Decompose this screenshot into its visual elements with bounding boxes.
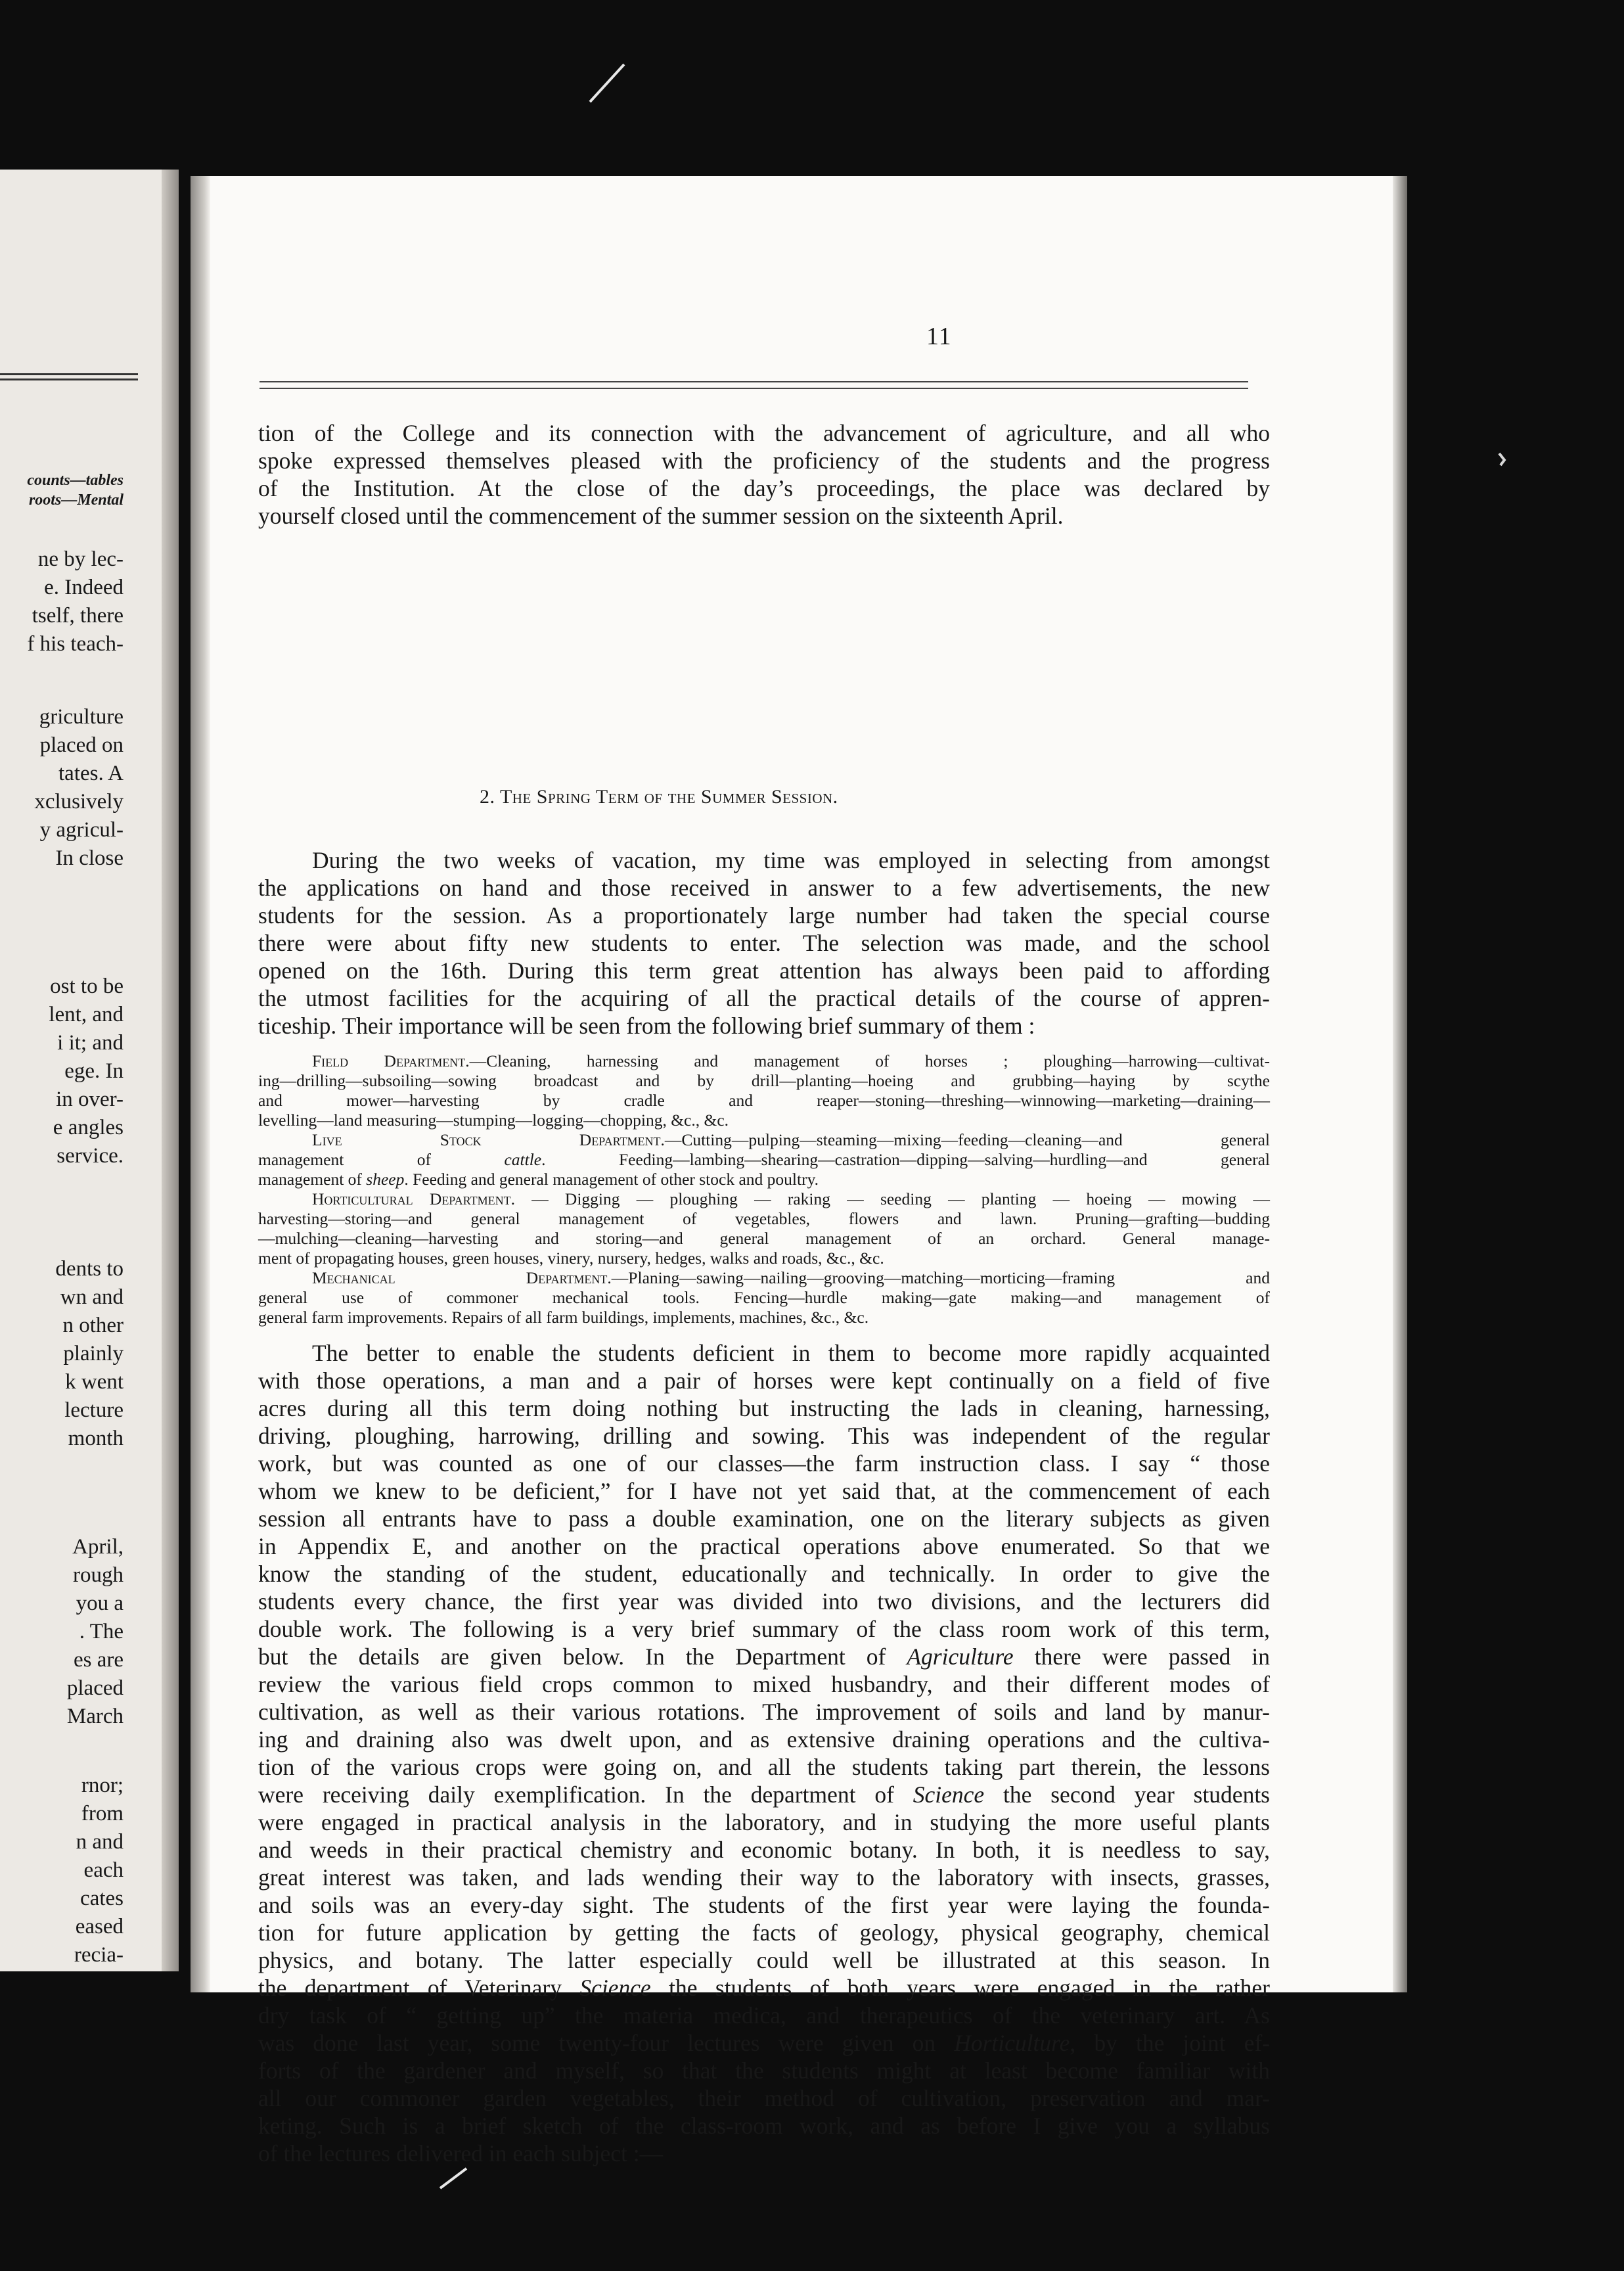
previous-page-line: roots—Mental	[28, 492, 124, 509]
text-line: the department of Veterinary Science the students of both years were engaged in the rather	[258, 1975, 1270, 2001]
text-line: of the lectures delivered in each subject :—	[258, 2140, 664, 2167]
previous-page-fragment	[27, 470, 124, 510]
text-line: physics, and botany. The latter especially could well be illustrated at this season. In	[258, 1947, 1270, 1973]
text-line: but the details are given below. In the Department of Agriculture there were passed in	[258, 1643, 1270, 1670]
text-line: were receiving daily exemplification. In the department of Science the second year students	[258, 1781, 1270, 1808]
text-line: of the Institution. At the close of the day’s proceedings, the place was declared by	[258, 475, 1270, 501]
previous-page-line: ne by lec-	[37, 547, 124, 571]
text-line: there were about fifty new students to enter. The selection was made, and the school	[258, 930, 1270, 956]
text-line: acres during all this term doing nothing but instructing the lads in cleaning, harnessing,	[258, 1395, 1270, 1421]
department-title: Field Department.	[312, 1051, 470, 1070]
previous-page-line: k went	[65, 1370, 124, 1394]
department-line: ment of propagating houses, green houses, vinery, nursery, hedges, walks and roads, &c., &c.	[258, 1249, 884, 1268]
text-line: opened on the 16th. During this term great attention has always been paid to affording	[258, 957, 1270, 984]
text-line: tion of the various crops were going on, and all the students taking part therein, the lessons	[258, 1754, 1270, 1780]
department-line: management of cattle. Feeding—lambing—shearing—castration—dipping—salving—hurdling—and general	[258, 1150, 1270, 1169]
previous-page-line: n other	[62, 1314, 124, 1337]
class-room-work-paragraph	[258, 1339, 1270, 2167]
department-title: Horticultural Department.	[312, 1189, 515, 1208]
department-title: Live Stock Department.	[312, 1130, 665, 1149]
text-line: tion of the College and its connection with the advancement of agriculture, and all who	[258, 420, 1270, 446]
previous-page-fragment	[67, 1533, 124, 1731]
text-line: great interest was taken, and lads wending their way to the laboratory with insects, grasses,	[258, 1864, 1270, 1891]
previous-page-line: n and	[76, 1830, 124, 1854]
text-line: know the standing of the student, educationally and technically. In order to give the	[258, 1561, 1270, 1587]
department-line: Mechanical Department.—Planing—sawing—nailing—grooving—matching—morticing—framing and	[312, 1268, 1270, 1287]
text-line: During the two weeks of vacation, my time was employed in selecting from amongst	[312, 847, 1270, 873]
previous-page-line: rough	[73, 1563, 124, 1587]
previous-page-header-rule	[0, 373, 138, 375]
text-line: was done last year, some twenty-four lectures were given on Horticulture, by the joint ef-	[258, 2030, 1271, 2056]
department-line: harvesting—storing—and general management of vegetables, flowers and lawn. Pruning—grafting—budding	[258, 1209, 1270, 1228]
previous-page-fragment	[49, 973, 124, 1170]
previous-page-line: tself, there	[32, 604, 124, 628]
department-title: Mechanical Department.	[312, 1268, 612, 1287]
department-line: Field Department.—Cleaning, harnessing and management of horses ; ploughing—harrowing—cultivat-	[312, 1051, 1270, 1070]
text-line: ing and draining also was dwelt upon, and as extensive draining operations and the cultiva-	[258, 1726, 1270, 1753]
text-line: with those operations, a man and a pair of horses were kept continually on a field of five	[258, 1367, 1270, 1394]
department-line: general use of commoner mechanical tools. Fencing—hurdle making—gate making—and management of	[258, 1288, 1270, 1307]
text-line: students for the session. As a proportionately large number had taken the special course	[258, 902, 1270, 929]
previous-page-fragment	[27, 545, 124, 658]
previous-page-line: griculture	[39, 705, 124, 729]
previous-page-line: dents to	[55, 1257, 124, 1281]
previous-page-line: recia-	[74, 1943, 124, 1967]
previous-page-line: wn and	[60, 1285, 124, 1309]
department-line: management of sheep. Feeding and general management of other stock and poultry.	[258, 1170, 819, 1189]
text-line: session all entrants have to pass a double examination, one on the literary subjects as given	[258, 1505, 1270, 1532]
section-heading	[480, 786, 838, 808]
previous-page-fragment	[34, 703, 124, 873]
text-line: the utmost facilities for the acquiring of all the practical details of the course of appren-	[258, 985, 1270, 1011]
previous-page-line: each	[83, 1858, 124, 1882]
previous-page-line: March	[66, 1705, 124, 1728]
page-spine-shadow	[191, 176, 210, 1992]
text-line: and weeds in their practical chemistry and economic botany. In both, it is needless to say,	[258, 1837, 1270, 1863]
department-line: levelling—land measuring—stumping—logging—chopping, &c., &c.	[258, 1111, 729, 1130]
header-double-rule	[259, 381, 1248, 389]
previous-page-line: service.	[56, 1144, 124, 1168]
previous-page-line: rnor;	[81, 1774, 124, 1797]
text-line: cultivation, as well as their various rotations. The improvement of soils and land by manur-	[258, 1699, 1270, 1725]
previous-page-line: month	[68, 1427, 124, 1450]
text-line: tion for future application by getting the facts of geology, physical geography, chemical	[258, 1919, 1270, 1946]
previous-page-line: i it; and	[57, 1031, 124, 1055]
text-line: all our commoner garden vegetables, their method of cultivation, preservation and mar-	[258, 2085, 1270, 2111]
text-line: work, but was counted as one of our classes—the farm instruction class. I say “ those	[258, 1450, 1270, 1477]
previous-page-line: es are	[73, 1648, 124, 1672]
previous-page-line: placed on	[39, 733, 124, 757]
text-line: double work. The following is a very brief summary of the class room work of this term,	[258, 1616, 1270, 1642]
text-line: in Appendix E, and another on the practical operations above enumerated. So that we	[258, 1533, 1270, 1559]
book-page	[191, 176, 1407, 2167]
text-line: dry task of “ getting up” the materia medica, and therapeutics of the veterinary art. As	[258, 2002, 1270, 2029]
spring-term-paragraph	[258, 846, 1270, 1040]
page-number: 11	[926, 323, 952, 350]
intro-paragraph	[258, 419, 1270, 530]
departments-summary	[258, 1051, 1270, 1327]
previous-page-line: e. Indeed	[44, 576, 124, 599]
page-edge-shadow	[1393, 176, 1407, 1992]
department-line: Horticultural Department. — Digging — ploughing — raking — seeding — planting — hoeing — mowing —	[312, 1189, 1270, 1208]
previous-page-line: from	[81, 1802, 124, 1825]
text-line: keting. Such is a brief sketch of the class-room work, and as before I give you a syllabus	[258, 2113, 1270, 2139]
text-line: review the various field crops common to mixed husbandry, and their different modes of	[258, 1671, 1270, 1697]
previous-page-line: plainly	[63, 1342, 124, 1365]
text-line: and soils was an every-day sight. The students of the first year were laying the founda-	[258, 1892, 1270, 1918]
text-line: ticeship. Their importance will be seen from the following brief summary of them :	[258, 1013, 1035, 1039]
previous-page-line: lecture	[64, 1398, 124, 1422]
section-heading-text: 2. The Spring Term of the Summer Session.	[480, 786, 838, 808]
previous-page-line: lent, and	[49, 1003, 124, 1026]
text-line: forts of the gardener and myself, so that the students might at least become familiar with	[258, 2057, 1270, 2084]
previous-page-line: you a	[76, 1592, 124, 1615]
previous-page-line: eased	[75, 1915, 124, 1938]
previous-page-fragment	[74, 1772, 124, 1969]
previous-page-gutter-shadow	[162, 170, 179, 1971]
previous-page-line: ost to be	[50, 975, 124, 998]
previous-page-line: tates. A	[58, 762, 124, 785]
previous-page-line: placed	[66, 1676, 124, 1700]
previous-page-line: In close	[55, 846, 124, 870]
department-line: ing—drilling—subsoiling—sowing broadcast and by drill—planting—hoeing and grubbing—haying by scythe	[258, 1071, 1270, 1090]
previous-page-line: y agricul-	[39, 818, 124, 842]
department-line: —mulching—cleaning—harvesting and storing—and general management of an orchard. General manage-	[258, 1229, 1270, 1248]
text-line: whom we knew to be deficient,” for I have not yet said that, at the commencement of each	[258, 1478, 1270, 1504]
department-line: general farm improvements. Repairs of all farm buildings, implements, machines, &c., &c.	[258, 1308, 869, 1327]
previous-page-strip	[0, 170, 179, 1971]
previous-page-line: xclusively	[34, 790, 124, 814]
previous-page-line: counts—tables	[27, 472, 124, 489]
text-line: students every chance, the first year was divided into two divisions, and the lecturers did	[258, 1588, 1270, 1615]
previous-page-line: ege. In	[64, 1059, 124, 1083]
previous-page-line: in over-	[56, 1088, 124, 1111]
text-line: yourself closed until the commencement of the summer session on the sixteenth April.	[258, 503, 1064, 529]
previous-page-header-rule-2	[0, 378, 138, 380]
previous-page-line: April,	[72, 1535, 124, 1559]
text-line: The better to enable the students deficient in them to become more rapidly acquainted	[312, 1340, 1270, 1366]
previous-page-fragment	[55, 1255, 124, 1453]
previous-page-line: f his teach-	[27, 632, 124, 656]
department-line: Live Stock Department.—Cutting—pulping—steaming—mixing—feeding—cleaning—and general	[312, 1130, 1271, 1149]
text-line: were engaged in practical analysis in the laboratory, and in studying the more useful plants	[258, 1809, 1270, 1835]
previous-page-line: cates	[80, 1887, 124, 1910]
text-line: spoke expressed themselves pleased with the proficiency of the students and the progress	[258, 447, 1270, 474]
text-line: driving, ploughing, harrowing, drilling and sowing. This was independent of the regular	[258, 1423, 1270, 1449]
department-line: and mower—harvesting by cradle and reaper—stoning—threshing—winnowing—marketing—draining—	[258, 1091, 1270, 1110]
text-line: the applications on hand and those received in answer to a few advertisements, the new	[258, 875, 1270, 901]
previous-page-line: e angles	[53, 1116, 124, 1139]
previous-page-line: . The	[79, 1620, 124, 1643]
